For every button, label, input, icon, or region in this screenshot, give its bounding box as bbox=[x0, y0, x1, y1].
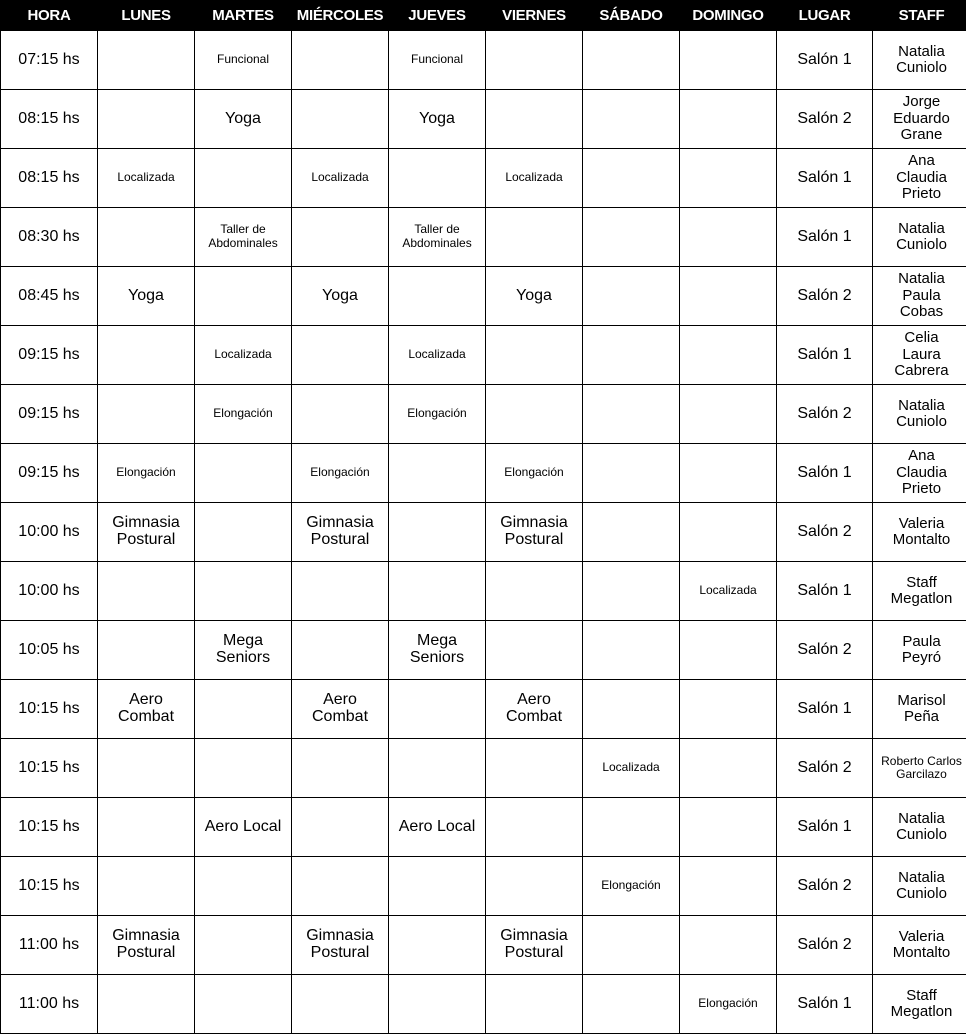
class-cell-miercoles bbox=[292, 208, 389, 267]
time-cell: 10:00 hs bbox=[1, 562, 98, 621]
class-cell-lunes bbox=[98, 385, 195, 444]
class-cell-jueves bbox=[389, 444, 486, 503]
class-name: Mega Seniors bbox=[204, 633, 282, 667]
class-cell-domingo bbox=[680, 798, 777, 857]
class-cell-miercoles bbox=[292, 621, 389, 680]
table-row bbox=[1, 562, 966, 621]
class-name: Yoga bbox=[516, 288, 552, 305]
class-cell-martes bbox=[195, 444, 292, 503]
header-miercoles: MIÉRCOLES bbox=[292, 1, 389, 31]
class-cell-miercoles bbox=[292, 149, 389, 208]
header-sabado: SÁBADO bbox=[583, 1, 680, 31]
time-cell: 09:15 hs bbox=[1, 385, 98, 444]
class-cell-jueves bbox=[389, 149, 486, 208]
staff-cell bbox=[873, 562, 966, 621]
staff-cell bbox=[873, 385, 966, 444]
staff-cell bbox=[873, 90, 966, 149]
location-cell: Salón 1 bbox=[777, 444, 873, 503]
table-row bbox=[1, 916, 966, 975]
staff-name: Valeria Montalto bbox=[887, 929, 957, 962]
class-cell-miercoles bbox=[292, 798, 389, 857]
table-row bbox=[1, 857, 966, 916]
class-cell-viernes bbox=[486, 739, 583, 798]
class-name: Gimnasia Postural bbox=[495, 515, 573, 549]
class-cell-sabado bbox=[583, 798, 680, 857]
class-cell-sabado bbox=[583, 857, 680, 916]
class-cell-sabado bbox=[583, 267, 680, 326]
class-cell-martes bbox=[195, 208, 292, 267]
time-cell: 11:00 hs bbox=[1, 975, 98, 1034]
class-name: Elongación bbox=[116, 466, 175, 480]
staff-name: Staff Megatlon bbox=[887, 988, 957, 1021]
class-cell-martes bbox=[195, 149, 292, 208]
class-cell-viernes bbox=[486, 916, 583, 975]
header-martes: MARTES bbox=[195, 1, 292, 31]
staff-name: Roberto Carlos Garcilazo bbox=[876, 755, 966, 782]
time-cell: 08:30 hs bbox=[1, 208, 98, 267]
class-name: Gimnasia Postural bbox=[301, 515, 379, 549]
class-cell-sabado bbox=[583, 916, 680, 975]
class-cell-sabado bbox=[583, 739, 680, 798]
class-cell-lunes bbox=[98, 562, 195, 621]
staff-name: Natalia Cuniolo bbox=[887, 221, 957, 254]
class-name: Aero Combat bbox=[301, 692, 379, 726]
class-name: Aero Combat bbox=[107, 692, 185, 726]
class-cell-domingo bbox=[680, 267, 777, 326]
class-cell-miercoles bbox=[292, 444, 389, 503]
class-cell-jueves bbox=[389, 621, 486, 680]
class-cell-viernes bbox=[486, 31, 583, 90]
staff-name: Natalia Cuniolo bbox=[887, 870, 957, 903]
location-cell: Salón 1 bbox=[777, 680, 873, 739]
table-row bbox=[1, 31, 966, 90]
class-cell-jueves bbox=[389, 857, 486, 916]
class-cell-domingo bbox=[680, 326, 777, 385]
table-row bbox=[1, 90, 966, 149]
class-cell-miercoles bbox=[292, 267, 389, 326]
table-row bbox=[1, 503, 966, 562]
location-cell: Salón 2 bbox=[777, 916, 873, 975]
class-cell-viernes bbox=[486, 208, 583, 267]
table-row bbox=[1, 385, 966, 444]
class-cell-jueves bbox=[389, 267, 486, 326]
staff-cell bbox=[873, 857, 966, 916]
location-cell: Salón 2 bbox=[777, 385, 873, 444]
class-name: Gimnasia Postural bbox=[301, 928, 379, 962]
header-lunes: LUNES bbox=[98, 1, 195, 31]
class-name: Yoga bbox=[322, 288, 358, 305]
class-cell-lunes bbox=[98, 90, 195, 149]
location-cell: Salón 1 bbox=[777, 149, 873, 208]
class-cell-domingo bbox=[680, 444, 777, 503]
class-name: Gimnasia Postural bbox=[107, 515, 185, 549]
class-cell-miercoles bbox=[292, 503, 389, 562]
staff-cell bbox=[873, 680, 966, 739]
header-hora: HORA bbox=[1, 1, 98, 31]
class-cell-martes bbox=[195, 975, 292, 1034]
staff-name: Marisol Peña bbox=[887, 693, 957, 726]
class-cell-martes bbox=[195, 31, 292, 90]
class-cell-martes bbox=[195, 90, 292, 149]
class-cell-lunes bbox=[98, 503, 195, 562]
class-name: Localizada bbox=[311, 171, 368, 185]
class-cell-jueves bbox=[389, 798, 486, 857]
class-cell-jueves bbox=[389, 31, 486, 90]
class-name: Localizada bbox=[699, 584, 756, 598]
class-cell-viernes bbox=[486, 326, 583, 385]
table-row bbox=[1, 680, 966, 739]
class-cell-domingo bbox=[680, 385, 777, 444]
location-cell: Salón 2 bbox=[777, 267, 873, 326]
table-header bbox=[1, 1, 966, 31]
table-row bbox=[1, 975, 966, 1034]
class-cell-viernes bbox=[486, 798, 583, 857]
class-cell-martes bbox=[195, 680, 292, 739]
class-cell-sabado bbox=[583, 621, 680, 680]
class-name: Gimnasia Postural bbox=[107, 928, 185, 962]
class-cell-viernes bbox=[486, 621, 583, 680]
header-viernes: VIERNES bbox=[486, 1, 583, 31]
class-cell-sabado bbox=[583, 326, 680, 385]
class-cell-lunes bbox=[98, 975, 195, 1034]
staff-name: Jorge Eduardo Grane bbox=[887, 94, 957, 144]
class-cell-miercoles bbox=[292, 739, 389, 798]
class-cell-martes bbox=[195, 503, 292, 562]
class-cell-sabado bbox=[583, 444, 680, 503]
class-cell-viernes bbox=[486, 503, 583, 562]
table-row bbox=[1, 208, 966, 267]
class-name: Aero Local bbox=[399, 819, 476, 836]
header-row bbox=[1, 1, 966, 31]
class-cell-martes bbox=[195, 621, 292, 680]
class-name: Aero Local bbox=[205, 819, 282, 836]
class-cell-jueves bbox=[389, 680, 486, 739]
staff-cell bbox=[873, 916, 966, 975]
staff-name: Natalia Paula Cobas bbox=[887, 271, 957, 321]
time-cell: 09:15 hs bbox=[1, 444, 98, 503]
class-cell-viernes bbox=[486, 680, 583, 739]
time-cell: 10:00 hs bbox=[1, 503, 98, 562]
class-cell-jueves bbox=[389, 90, 486, 149]
time-cell: 10:15 hs bbox=[1, 798, 98, 857]
table-row bbox=[1, 267, 966, 326]
staff-name: Ana Claudia Prieto bbox=[887, 448, 957, 498]
staff-cell bbox=[873, 739, 966, 798]
class-cell-domingo bbox=[680, 503, 777, 562]
table-row bbox=[1, 621, 966, 680]
class-cell-lunes bbox=[98, 739, 195, 798]
class-cell-lunes bbox=[98, 149, 195, 208]
time-cell: 11:00 hs bbox=[1, 916, 98, 975]
location-cell: Salón 1 bbox=[777, 798, 873, 857]
class-cell-miercoles bbox=[292, 916, 389, 975]
location-cell: Salón 1 bbox=[777, 326, 873, 385]
location-cell: Salón 2 bbox=[777, 739, 873, 798]
class-name: Localizada bbox=[117, 171, 174, 185]
table-row bbox=[1, 326, 966, 385]
class-cell-jueves bbox=[389, 326, 486, 385]
staff-cell bbox=[873, 444, 966, 503]
class-cell-jueves bbox=[389, 739, 486, 798]
class-cell-domingo bbox=[680, 149, 777, 208]
table-row bbox=[1, 798, 966, 857]
class-cell-sabado bbox=[583, 149, 680, 208]
class-name: Yoga bbox=[419, 111, 455, 128]
class-name: Taller de Abdominales bbox=[203, 223, 283, 251]
class-name: Funcional bbox=[411, 53, 463, 67]
class-name: Aero Combat bbox=[495, 692, 573, 726]
table-row bbox=[1, 444, 966, 503]
class-cell-martes bbox=[195, 739, 292, 798]
class-cell-martes bbox=[195, 857, 292, 916]
staff-name: Ana Claudia Prieto bbox=[887, 153, 957, 203]
staff-name: Valeria Montalto bbox=[887, 516, 957, 549]
class-cell-viernes bbox=[486, 149, 583, 208]
class-cell-viernes bbox=[486, 975, 583, 1034]
class-cell-jueves bbox=[389, 916, 486, 975]
class-cell-sabado bbox=[583, 680, 680, 739]
class-cell-viernes bbox=[486, 267, 583, 326]
time-cell: 09:15 hs bbox=[1, 326, 98, 385]
staff-cell bbox=[873, 208, 966, 267]
class-cell-sabado bbox=[583, 503, 680, 562]
class-cell-domingo bbox=[680, 621, 777, 680]
class-cell-lunes bbox=[98, 621, 195, 680]
class-name: Localizada bbox=[505, 171, 562, 185]
class-cell-miercoles bbox=[292, 680, 389, 739]
class-cell-lunes bbox=[98, 31, 195, 90]
class-cell-miercoles bbox=[292, 857, 389, 916]
class-cell-domingo bbox=[680, 739, 777, 798]
class-name: Yoga bbox=[128, 288, 164, 305]
table-row bbox=[1, 739, 966, 798]
time-cell: 08:15 hs bbox=[1, 149, 98, 208]
class-cell-lunes bbox=[98, 444, 195, 503]
class-cell-lunes bbox=[98, 798, 195, 857]
class-cell-jueves bbox=[389, 503, 486, 562]
table-row bbox=[1, 149, 966, 208]
class-cell-jueves bbox=[389, 975, 486, 1034]
class-cell-viernes bbox=[486, 562, 583, 621]
class-name: Elongación bbox=[504, 466, 563, 480]
class-cell-viernes bbox=[486, 857, 583, 916]
class-cell-miercoles bbox=[292, 90, 389, 149]
class-name: Mega Seniors bbox=[398, 633, 476, 667]
class-cell-martes bbox=[195, 267, 292, 326]
class-cell-lunes bbox=[98, 326, 195, 385]
header-staff: STAFF bbox=[873, 1, 966, 31]
class-cell-lunes bbox=[98, 267, 195, 326]
time-cell: 10:15 hs bbox=[1, 857, 98, 916]
class-cell-sabado bbox=[583, 385, 680, 444]
class-cell-viernes bbox=[486, 444, 583, 503]
staff-cell bbox=[873, 503, 966, 562]
class-cell-sabado bbox=[583, 975, 680, 1034]
class-name: Gimnasia Postural bbox=[495, 928, 573, 962]
class-cell-domingo bbox=[680, 208, 777, 267]
class-name: Localizada bbox=[214, 348, 271, 362]
class-cell-martes bbox=[195, 798, 292, 857]
class-name: Elongación bbox=[601, 879, 660, 893]
location-cell: Salón 1 bbox=[777, 562, 873, 621]
class-cell-domingo bbox=[680, 90, 777, 149]
class-cell-jueves bbox=[389, 385, 486, 444]
class-cell-domingo bbox=[680, 562, 777, 621]
class-cell-martes bbox=[195, 562, 292, 621]
header-lugar: LUGAR bbox=[777, 1, 873, 31]
class-cell-lunes bbox=[98, 680, 195, 739]
class-name: Yoga bbox=[225, 111, 261, 128]
class-cell-martes bbox=[195, 326, 292, 385]
class-name: Taller de Abdominales bbox=[397, 223, 477, 251]
class-name: Elongación bbox=[698, 997, 757, 1011]
class-cell-sabado bbox=[583, 31, 680, 90]
class-cell-domingo bbox=[680, 975, 777, 1034]
class-cell-domingo bbox=[680, 857, 777, 916]
staff-name: Paula Peyró bbox=[887, 634, 957, 667]
class-name: Elongación bbox=[407, 407, 466, 421]
class-cell-sabado bbox=[583, 90, 680, 149]
staff-name: Natalia Cuniolo bbox=[887, 44, 957, 77]
class-name: Elongación bbox=[310, 466, 369, 480]
location-cell: Salón 2 bbox=[777, 503, 873, 562]
location-cell: Salón 2 bbox=[777, 857, 873, 916]
class-cell-miercoles bbox=[292, 385, 389, 444]
staff-cell bbox=[873, 31, 966, 90]
staff-name: Natalia Cuniolo bbox=[887, 398, 957, 431]
class-cell-miercoles bbox=[292, 31, 389, 90]
class-name: Localizada bbox=[602, 761, 659, 775]
time-cell: 08:45 hs bbox=[1, 267, 98, 326]
staff-name: Celia Laura Cabrera bbox=[887, 330, 957, 380]
class-cell-lunes bbox=[98, 916, 195, 975]
class-cell-martes bbox=[195, 916, 292, 975]
class-cell-jueves bbox=[389, 562, 486, 621]
staff-cell bbox=[873, 267, 966, 326]
class-cell-miercoles bbox=[292, 326, 389, 385]
staff-cell bbox=[873, 975, 966, 1034]
class-cell-martes bbox=[195, 385, 292, 444]
header-domingo: DOMINGO bbox=[680, 1, 777, 31]
time-cell: 10:15 hs bbox=[1, 739, 98, 798]
class-name: Localizada bbox=[408, 348, 465, 362]
staff-cell bbox=[873, 798, 966, 857]
staff-cell bbox=[873, 326, 966, 385]
class-cell-lunes bbox=[98, 208, 195, 267]
class-cell-viernes bbox=[486, 90, 583, 149]
class-cell-domingo bbox=[680, 916, 777, 975]
time-cell: 10:15 hs bbox=[1, 680, 98, 739]
location-cell: Salón 2 bbox=[777, 621, 873, 680]
class-cell-domingo bbox=[680, 680, 777, 739]
class-name: Elongación bbox=[213, 407, 272, 421]
time-cell: 07:15 hs bbox=[1, 31, 98, 90]
class-cell-sabado bbox=[583, 562, 680, 621]
time-cell: 10:05 hs bbox=[1, 621, 98, 680]
class-name: Funcional bbox=[217, 53, 269, 67]
location-cell: Salón 2 bbox=[777, 90, 873, 149]
staff-name: Natalia Cuniolo bbox=[887, 811, 957, 844]
location-cell: Salón 1 bbox=[777, 31, 873, 90]
staff-cell bbox=[873, 149, 966, 208]
class-cell-viernes bbox=[486, 385, 583, 444]
class-cell-jueves bbox=[389, 208, 486, 267]
table-body bbox=[1, 31, 966, 1034]
time-cell: 08:15 hs bbox=[1, 90, 98, 149]
class-cell-sabado bbox=[583, 208, 680, 267]
header-jueves: JUEVES bbox=[389, 1, 486, 31]
location-cell: Salón 1 bbox=[777, 975, 873, 1034]
staff-cell bbox=[873, 621, 966, 680]
location-cell: Salón 1 bbox=[777, 208, 873, 267]
class-cell-miercoles bbox=[292, 562, 389, 621]
class-cell-domingo bbox=[680, 31, 777, 90]
staff-name: Staff Megatlon bbox=[887, 575, 957, 608]
class-cell-miercoles bbox=[292, 975, 389, 1034]
class-cell-lunes bbox=[98, 857, 195, 916]
